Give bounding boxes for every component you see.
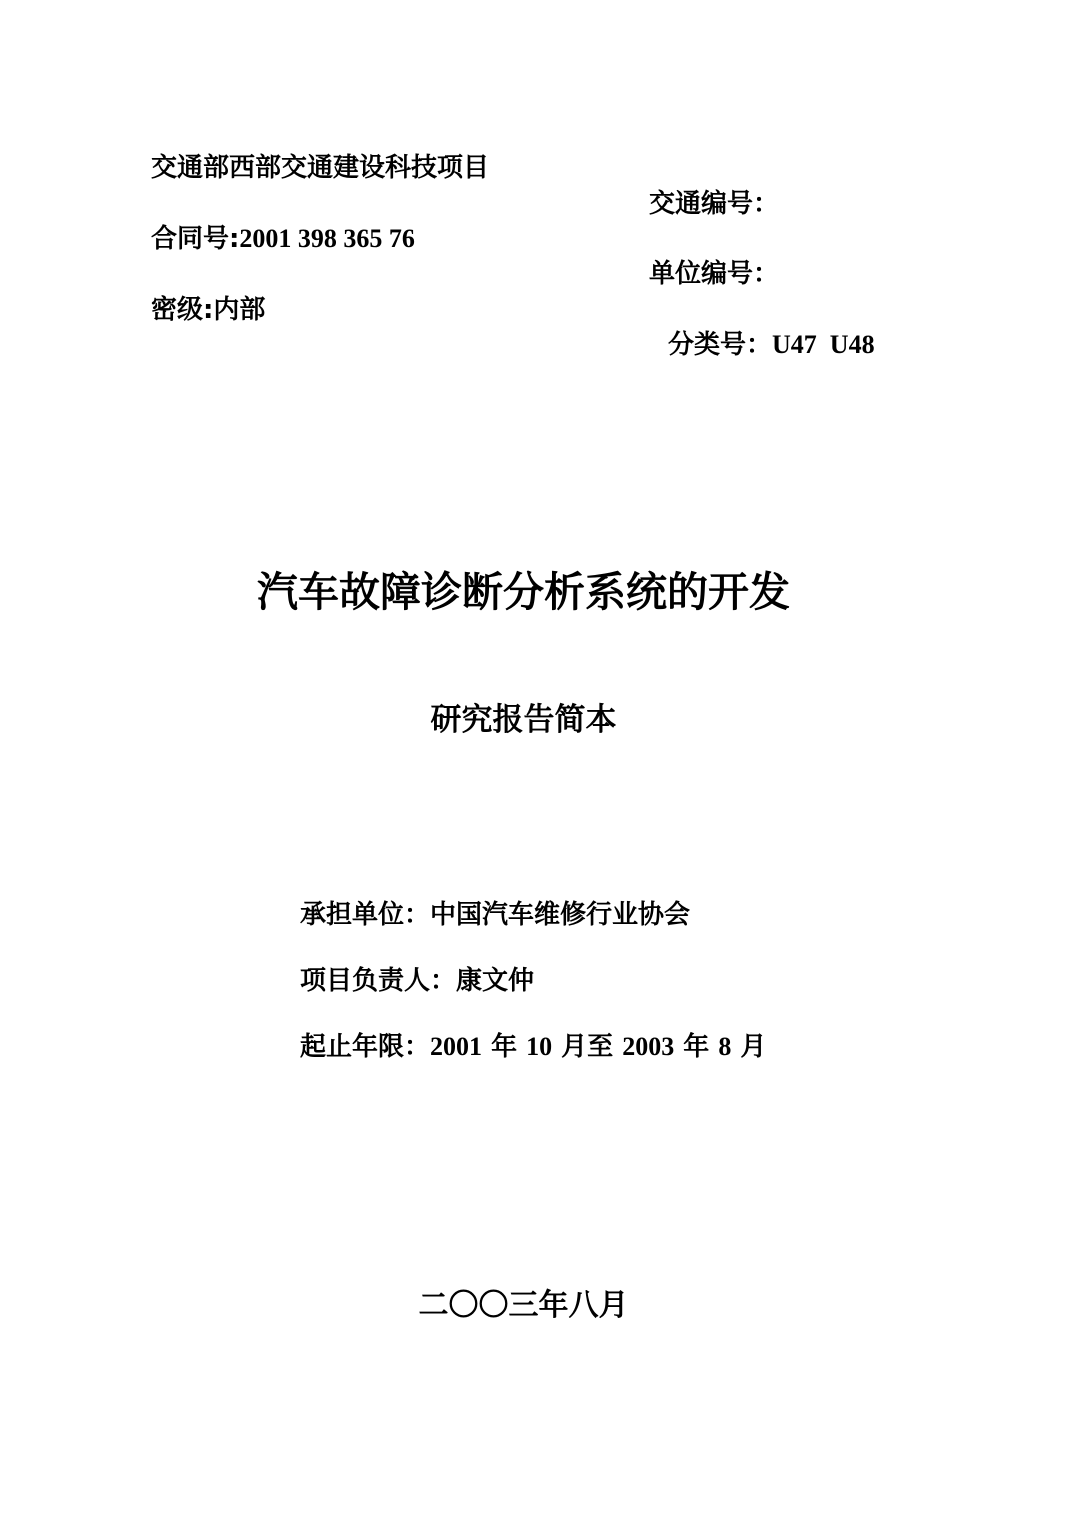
project-name: 交通部西部交通建设科技项目: [151, 153, 490, 183]
report-subtitle: 研究报告简本: [430, 702, 617, 738]
traffic-number-label: 交通编号：: [649, 189, 780, 219]
contract-label: 合同号:: [151, 224, 240, 254]
leader-label: 项目负责人：: [300, 966, 457, 996]
classification-label: 分类号：: [668, 330, 773, 360]
classification-number: [668, 328, 875, 362]
leader-value: 康文仲: [456, 966, 535, 996]
unit-number: [649, 257, 779, 291]
document-date: 二〇〇三年八月: [418, 1288, 629, 1323]
period-year-char-1: 年: [482, 1032, 527, 1062]
undertaker-value: 中国汽车维修行业协会: [430, 900, 691, 930]
period-end-month: 8: [718, 1032, 732, 1061]
project-leader: [300, 964, 534, 998]
project-period: [300, 1030, 766, 1064]
secrecy-label: 密级:: [151, 295, 214, 325]
secrecy-value: 内部: [213, 295, 266, 325]
period-start-month: 10: [526, 1032, 553, 1061]
period-year-char-2: 年: [674, 1032, 719, 1062]
period-start-year: 2001: [430, 1032, 483, 1061]
classification-value: U47 U48: [772, 330, 875, 359]
period-end-year: 2003: [622, 1032, 675, 1061]
contract-number: [151, 222, 415, 256]
period-month-char: 月: [731, 1032, 767, 1062]
undertaker-label: 承担单位：: [300, 900, 431, 930]
report-title: 汽车故障诊断分析系统的开发: [257, 568, 790, 616]
period-month-to: 月至: [552, 1032, 623, 1062]
traffic-number: [649, 187, 779, 221]
contract-value: 2001 398 365 76: [239, 224, 415, 253]
period-label: 起止年限：: [300, 1032, 431, 1062]
secrecy-level: [151, 293, 265, 327]
undertaking-unit: [300, 898, 690, 932]
unit-number-label: 单位编号：: [649, 259, 780, 289]
